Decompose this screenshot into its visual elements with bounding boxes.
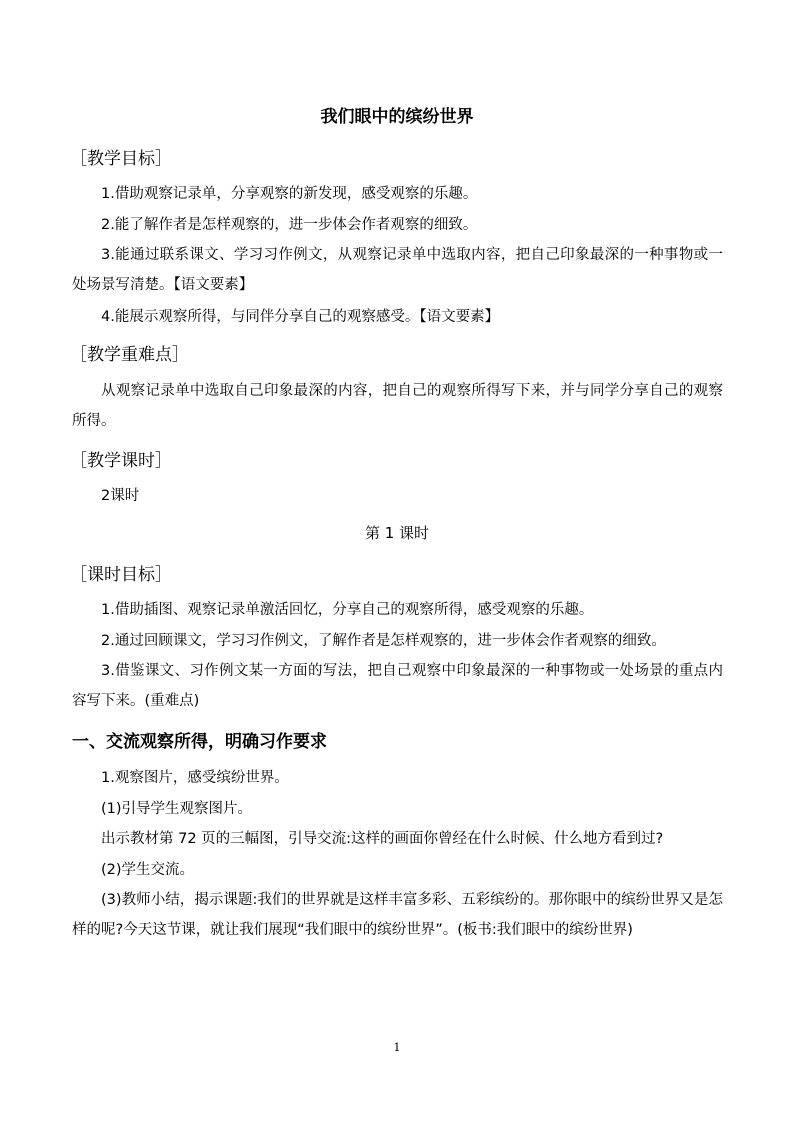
lesson-goal-1: 1.借助插图、观察记录单激活回忆，分享自己的观察所得，感受观察的乐趣。 — [101, 602, 594, 618]
teaching-goal-3: 3.能通过联系课文、学习习作例文，从观察记录单中选取内容，把自己印象最深的一种事物或一处场景写清楚。【语文要素】 — [72, 247, 723, 293]
document-title: 我们眼中的缤纷世界 — [320, 107, 474, 127]
teaching-goal-1: 1.借助观察记录单，分享观察的新发现，感受观察的乐趣。 — [101, 186, 478, 202]
lesson-goal-2: 2.通过回顾课文，学习习作例文，了解作者是怎样观察的，进一步体会作者观察的细致。 — [101, 633, 666, 649]
class-hours-text: 2课时 — [101, 488, 140, 504]
class-hours-heading: ［教学课时］ — [70, 451, 172, 471]
teaching-goal-2: 2.能了解作者是怎样观察的，进一步体会作者观察的细致。 — [101, 217, 478, 233]
key-points-heading: ［教学重难点］ — [70, 345, 189, 365]
part-1-item-4: (2)学生交流。 — [101, 862, 195, 878]
lesson-goal-3: 3.借鉴课文、习作例文某一方面的写法，把自己观察中印象最深的一种事物或一处场景的重点内容写下来。(重难点) — [72, 663, 723, 709]
part-1-item-1: 1.观察图片，感受缤纷世界。 — [101, 770, 289, 786]
part-1-item-2: (1)引导学生观察图片。 — [101, 801, 253, 817]
lesson-1-title: 第 1 课时 — [364, 524, 430, 542]
part-1-item-5: (3)教师小结，揭示课题:我们的世界就是这样丰富多彩、五彩缤纷的。那你眼中的缤纷世界又是怎样的呢?今天这节课，就让我们展现“我们眼中的缤纷世界”。(板书:我们眼中的缤纷世界) — [72, 892, 723, 938]
teaching-goals-heading: ［教学目标］ — [70, 149, 172, 169]
teaching-goal-4: 4.能展示观察所得，与同伴分享自己的观察感受。【语文要素】 — [101, 309, 500, 325]
part-1-item-3: 出示教材第 72 页的三幅图，引导交流:这样的画面你曾经在什么时候、什么地方看到过? — [101, 831, 664, 847]
page-number: 1 — [393, 1041, 401, 1054]
key-points-text: 从观察记录单中选取自己印象最深的内容，把自己的观察所得写下来，并与同学分享自己的观察所得。 — [72, 383, 723, 429]
part-1-heading: 一、交流观察所得，明确习作要求 — [72, 732, 327, 752]
lesson-goals-heading: ［课时目标］ — [70, 565, 172, 585]
